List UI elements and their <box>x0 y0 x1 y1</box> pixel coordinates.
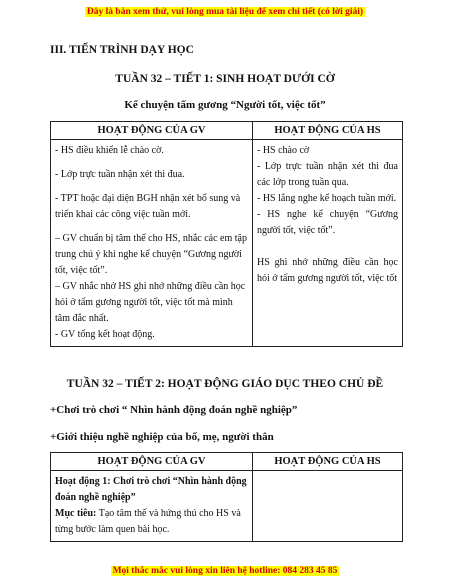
goal-label: Mục tiêu: <box>55 508 97 519</box>
gv-line: – GV nhắc nhở HS ghi nhớ những điều cần học hỏi ở tấm gương người tốt, việc tốt mà mình tâm đắc nhất. <box>55 281 246 324</box>
table-row <box>51 140 403 347</box>
activity-title <box>55 474 248 506</box>
week2-title: TUẦN 32 – TIẾT 2: HOẠT ĐỘNG GIÁO DỤC THEO CHỦ ĐỀ <box>66 378 384 390</box>
goal-line <box>55 506 248 538</box>
hs-line: - HS chào cờ <box>257 145 310 156</box>
hs-cell <box>253 471 403 542</box>
section-heading: III. TIẾN TRÌNH DẠY HỌC <box>50 44 194 56</box>
week1-subtitle: Kể chuyện tấm gương “Người tốt, việc tốt” <box>124 99 326 111</box>
goal-text: Tạo tâm thế và hứng thú cho HS và từng bước làm quen bài học. <box>55 508 241 535</box>
table-header-row <box>51 122 403 140</box>
hotline-banner-text: Mọi thắc mắc vui lòng xin liên hệ hotline: 084 283 45 85 <box>112 566 338 576</box>
table-header-row <box>51 453 403 471</box>
week1-title: TUẦN 32 – TIẾT 1: SINH HOẠT DƯỚI CỜ <box>115 73 335 85</box>
table-row <box>51 471 403 542</box>
preview-banner-text: Đây là bản xem thử, vui lòng mua tài liệu để xem chi tiết (có lời giải) <box>86 7 364 17</box>
header-gv: HOẠT ĐỘNG CỦA GV <box>51 122 253 140</box>
hotline-banner <box>0 565 450 577</box>
activity-table-2 <box>50 452 403 542</box>
hs-line: HS ghi nhớ những điều cần học hỏi ở tấm gương người tốt, việc tốt <box>257 257 398 284</box>
bullet-intro-jobs: +Giới thiệu nghề nghiệp của bố, mẹ, người thân <box>50 431 274 443</box>
hs-line: - Lớp trực tuần nhận xét thi đua các lớp trong tuần qua. <box>257 161 398 188</box>
preview-banner <box>0 6 450 18</box>
header-hs: HOẠT ĐỘNG CỦA HS <box>253 122 403 140</box>
gv-cell <box>51 140 253 347</box>
gv-line: – GV chuẩn bị tâm thế cho HS, nhắc các em tập trung chú ý khi nghe kể chuyện “Gương người tốt, việc tốt”. <box>55 233 247 276</box>
activity-table-1 <box>50 121 403 347</box>
header-gv: HOẠT ĐỘNG CỦA GV <box>51 453 253 471</box>
hs-line: - HS lắng nghe kế hoạch tuần mới. <box>257 193 397 204</box>
bullet-game: +Chơi trò chơi “ Nhìn hành động đoán nghề nghiệp” <box>50 404 298 416</box>
gv-line: - GV tổng kết hoạt động. <box>55 329 155 340</box>
gv-line: - HS điều khiển lễ chào cờ. <box>55 145 164 156</box>
gv-line: - TPT hoặc đại diện BGH nhận xét bổ sung và triển khai các công việc tuần mới. <box>55 193 241 220</box>
gv-cell <box>51 471 253 542</box>
gv-line: - Lớp trực tuần nhận xét thi đua. <box>55 169 185 180</box>
activity-title-text: Hoạt động 1: Chơi trò chơi “Nhìn hành động đoán nghề nghiệp” <box>55 476 247 503</box>
header-hs: HOẠT ĐỘNG CỦA HS <box>253 453 403 471</box>
hs-line: - HS nghe kể chuyện “Gương người tốt, việc tốt”. <box>257 209 398 236</box>
hs-cell <box>253 140 403 347</box>
